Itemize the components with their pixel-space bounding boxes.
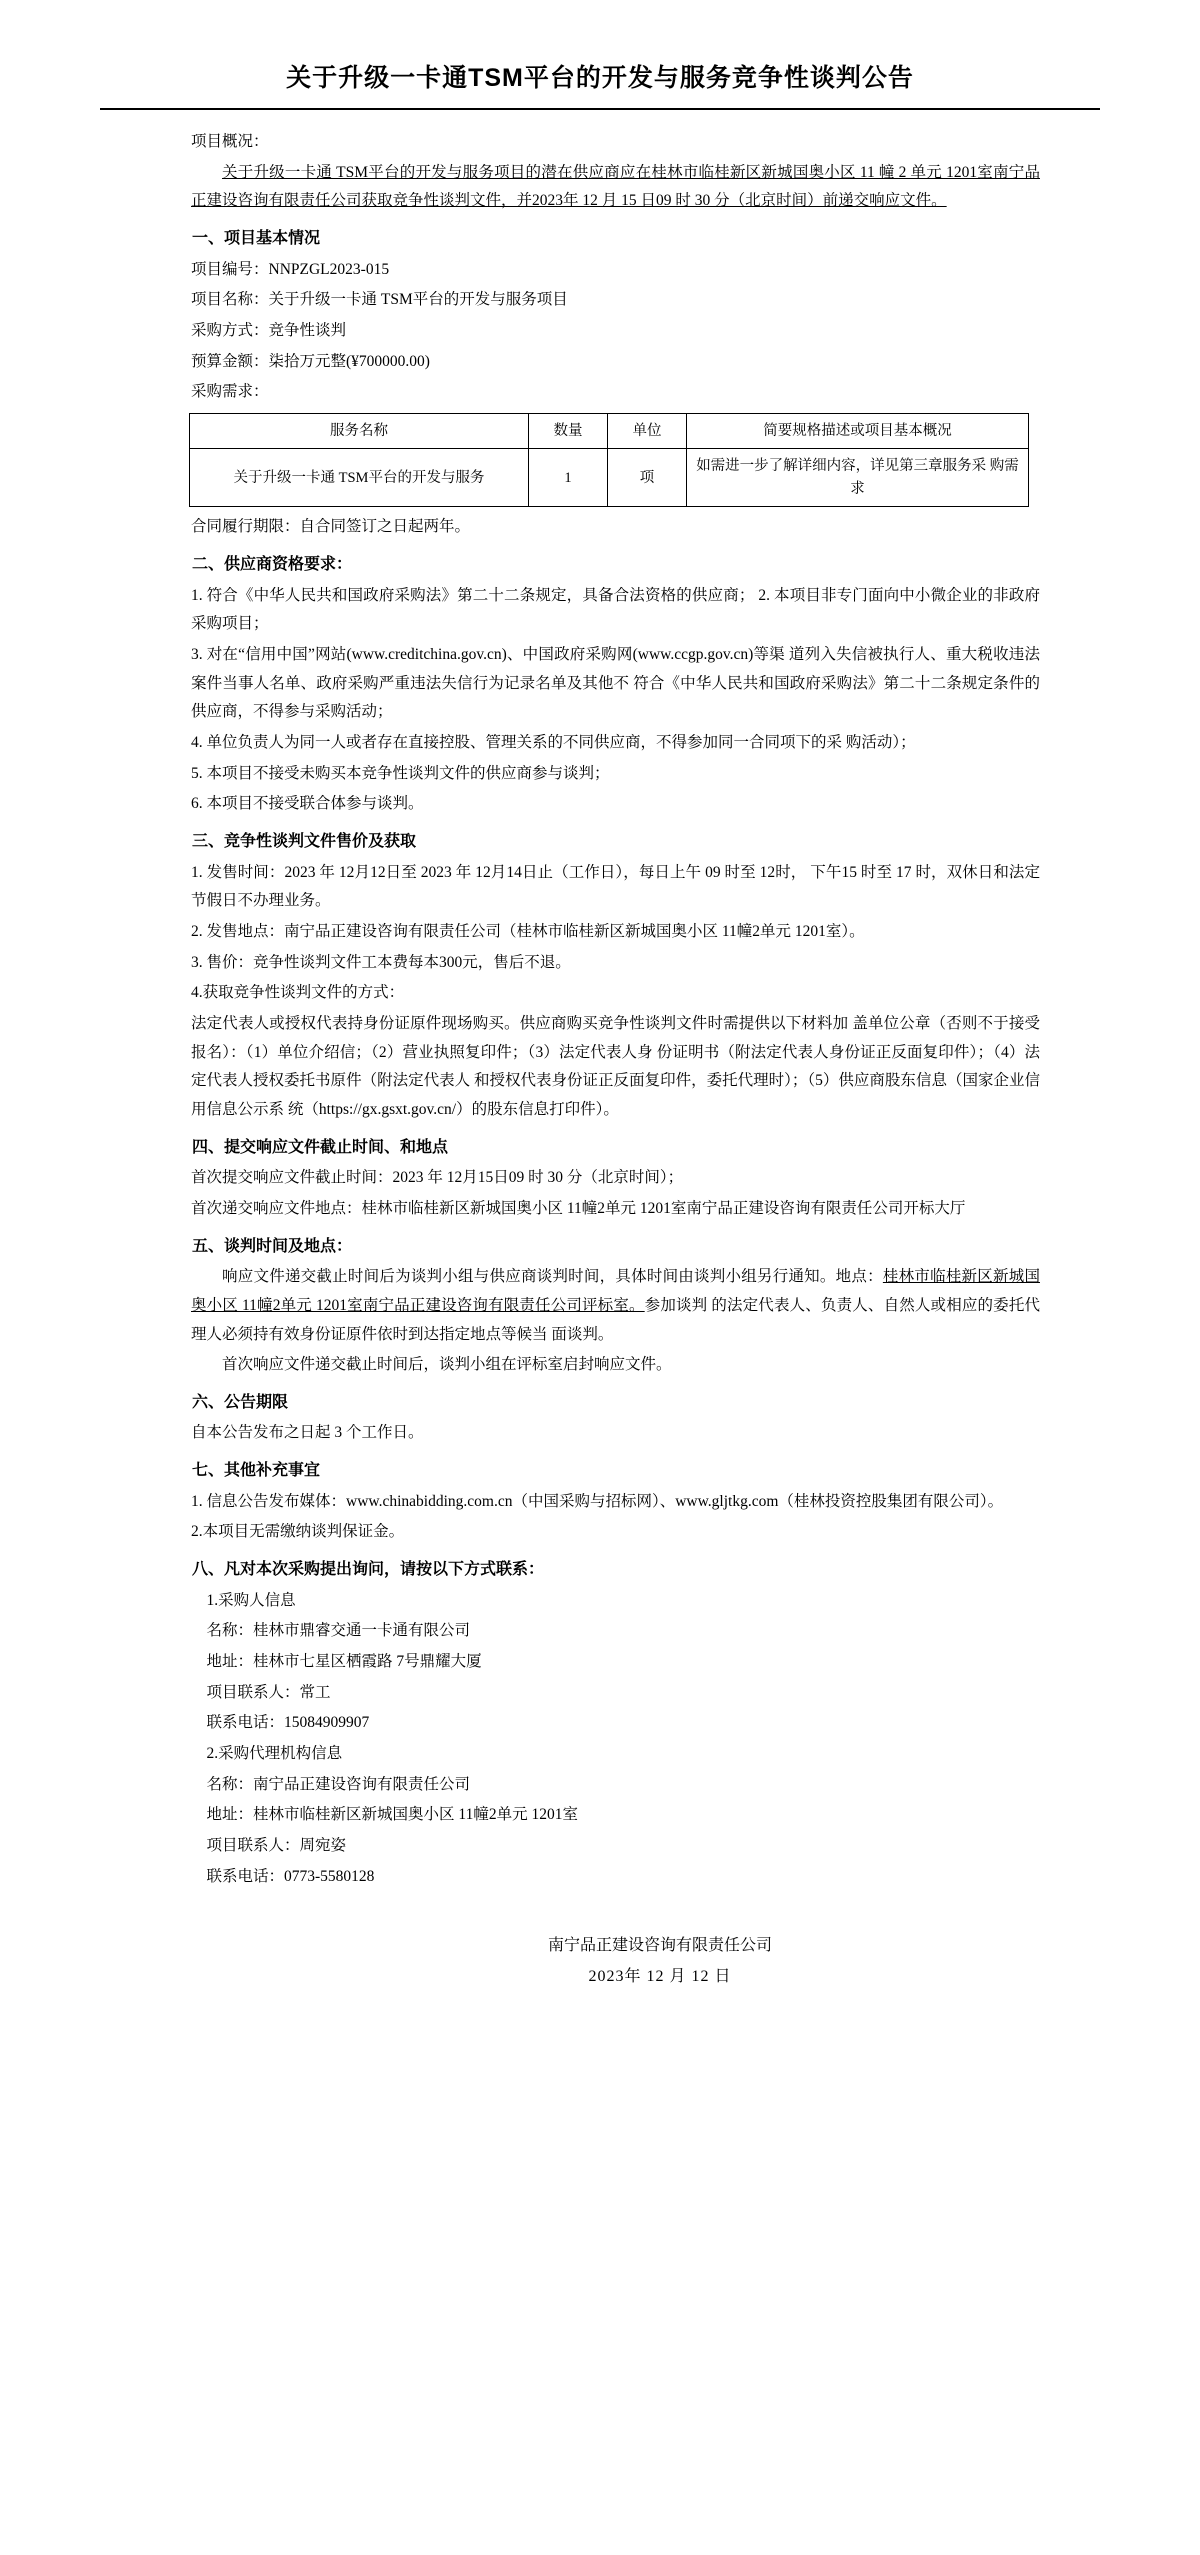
table-header-service-name: 服务名称 bbox=[190, 413, 529, 448]
agent-tel-label: 联系电话： bbox=[206, 1867, 285, 1885]
agent-address-value: 桂林市临桂新区新城国奥小区 11幢2单元 1201室 bbox=[253, 1806, 578, 1824]
buyer-contact-value: 常工 bbox=[299, 1683, 331, 1701]
response-location: 首次递交响应文件地点：桂林市临桂新区新城国奥小区 11幢2单元 1201室南宁品正建设咨询有限责任公司开标大厅 bbox=[191, 1199, 966, 1217]
agent-contact-row bbox=[160, 1832, 1040, 1861]
overview-block bbox=[160, 128, 1040, 216]
signature-block bbox=[160, 1931, 1040, 1992]
section-heading-6: 六、公告期限 bbox=[192, 1393, 289, 1411]
agent-tel-row bbox=[160, 1863, 1040, 1892]
agent-contact-value: 周宛姿 bbox=[299, 1837, 347, 1855]
supplier-requirement-item: 1. 符合《中华人民共和国政府采购法》第二十二条规定，具备合法资格的供应商； 2. 本项目非专门面向中小微企业的非政府采购项目； bbox=[191, 586, 1040, 633]
buyer-contact-label: 项目联系人： bbox=[206, 1683, 300, 1701]
negotiation-time-place bbox=[160, 1263, 1040, 1349]
table-row bbox=[190, 449, 1029, 507]
buyer-contact-row bbox=[160, 1679, 1040, 1708]
cell-unit: 项 bbox=[608, 449, 687, 507]
procurement-method-value: 竞争性谈判 bbox=[268, 321, 347, 339]
response-deadline: 首次提交响应文件截止时间：2023 年 12月15日09 时 30 分（北京时间）； bbox=[191, 1169, 684, 1187]
contract-period: 合同履行期限：自合同签订之日起两年。 bbox=[191, 518, 471, 536]
announcement-period: 自本公告发布之日起 3 个工作日。 bbox=[191, 1424, 424, 1442]
buyer-tel-row bbox=[160, 1709, 1040, 1738]
agent-tel-value: 0773-5580128 bbox=[284, 1867, 375, 1885]
doc-sale-place: 2. 发售地点：南宁品正建设咨询有限责任公司（桂林市临桂新区新城国奥小区 11幢2单元 1201室）。 bbox=[191, 922, 865, 940]
procurement-method-label: 采购方式： bbox=[191, 321, 269, 339]
project-name-label: 项目名称： bbox=[191, 291, 269, 309]
overview-text: 关于升级一卡通 TSM平台的开发与服务项目的潜在供应商应在桂林市临桂新区新城国奥小区 11 幢 2 单元 1201室南宁品正建设咨询有限责任公司获取竞争性谈判文件，并2023年 12 月 15 日09 时 30 分（北京时间）前递交响应文件。 bbox=[191, 163, 1040, 210]
negotiation-text-b: 参加谈判 的法定代表人、负责人、自然人或相应的委托代理人必须持有效身份证原件依时到达指定地点等候当 面谈判。 bbox=[191, 1296, 1040, 1343]
buyer-address-row bbox=[160, 1648, 1040, 1677]
negotiation-text-a: 响应文件递交截止时间后为谈判小组与供应商谈判时间，具体时间由谈判小组另行通知。地点： bbox=[222, 1268, 883, 1286]
agent-name-row bbox=[160, 1771, 1040, 1800]
project-no-value: NNPZGL2023-015 bbox=[268, 260, 390, 278]
buyer-name-row bbox=[160, 1617, 1040, 1646]
agent-address-row bbox=[160, 1801, 1040, 1830]
page-title: 关于升级一卡通TSM平台的开发与服务竞争性谈判公告 bbox=[286, 64, 914, 92]
media-info: 1. 信息公告发布媒体：www.chinabidding.com.cn（中国采购与招标网）、www.gljtkg.com（桂林投资控股集团有限公司）。 bbox=[191, 1492, 1004, 1510]
section-heading-5: 五、谈判时间及地点： bbox=[192, 1237, 353, 1255]
title-divider bbox=[100, 108, 1100, 110]
agent-address-label: 地址： bbox=[206, 1806, 254, 1824]
cell-quantity: 1 bbox=[529, 449, 608, 507]
section-heading-7: 七、其他补充事宜 bbox=[192, 1462, 321, 1480]
table-header-row bbox=[190, 413, 1029, 448]
agent-contact-label: 项目联系人： bbox=[206, 1837, 300, 1855]
deposit-info: 2.本项目无需缴纳谈判保证金。 bbox=[191, 1523, 405, 1541]
project-name-value: 关于升级一卡通 TSM平台的开发与服务项目 bbox=[268, 291, 568, 309]
cell-description: 如需进一步了解详细内容，详见第三章服务采 购需求 bbox=[687, 449, 1029, 507]
procurement-method-row bbox=[160, 317, 1040, 346]
section-heading-3: 三、竞争性谈判文件售价及获取 bbox=[192, 833, 417, 851]
supplier-requirement-item: 6. 本项目不接受联合体参与谈判。 bbox=[191, 795, 424, 813]
negotiation-open-note: 首次响应文件递交截止时间后，谈判小组在评标室启封响应文件。 bbox=[222, 1356, 672, 1374]
overview-label: 项目概况： bbox=[191, 133, 269, 150]
demand-label: 采购需求： bbox=[191, 383, 269, 401]
budget-label: 预算金额： bbox=[191, 352, 269, 370]
supplier-requirement-item: 4. 单位负责人为同一人或者存在直接控股、管理关系的不同供应商，不得参加同一合同项下的采 购活动）； bbox=[191, 734, 916, 751]
agent-name-label: 名称： bbox=[206, 1775, 254, 1793]
agent-head: 2.采购代理机构信息 bbox=[206, 1745, 343, 1763]
doc-acquire-body: 法定代表人或授权代表持身份证原件现场购买。供应商购买竞争性谈判文件时需提供以下材料加 盖单位公章（否则不于接受报名）：（1）单位介绍信；（2）营业执照复印件；（3）法定代表人身 份证明书（附法定代表人身份证正反面复印件）；（4）法定代表人授权委托书原件（附法定代表人 和授权代表身份证正反面复印件，委托代理时）；（5）供应商股东信息（国家企业信用信息公示系 统（https://gx.gsxt.gov.cn/）的股东信息打印件）。 bbox=[191, 1014, 1040, 1118]
doc-acquire-head: 4.获取竞争性谈判文件的方式： bbox=[191, 984, 405, 1002]
project-name-row bbox=[160, 286, 1040, 315]
section-heading-1: 一、项目基本情况 bbox=[192, 230, 321, 248]
buyer-name-value: 桂林市鼎睿交通一卡通有限公司 bbox=[253, 1622, 471, 1640]
doc-sale-time: 1. 发售时间：2023 年 12月12日至 2023 年 12月14日止（工作日），每日上午 09 时至 12时， 下午15 时至 17 时，双休日和法定节假日不办理业务。 bbox=[191, 863, 1040, 910]
buyer-tel-label: 联系电话： bbox=[206, 1714, 285, 1732]
section-heading-8: 八、凡对本次采购提出询问，请按以下方式联系： bbox=[192, 1561, 545, 1579]
cell-service-name: 关于升级一卡通 TSM平台的开发与服务 bbox=[190, 449, 529, 507]
buyer-head: 1.采购人信息 bbox=[206, 1591, 296, 1609]
requirement-table bbox=[189, 413, 1029, 507]
document-body bbox=[160, 128, 1040, 1992]
buyer-tel-value: 15084909907 bbox=[284, 1714, 370, 1732]
buyer-address-label: 地址： bbox=[206, 1653, 254, 1671]
doc-price: 3. 售价：竞争性谈判文件工本费每本300元，售后不退。 bbox=[191, 953, 571, 971]
buyer-name-label: 名称： bbox=[206, 1622, 254, 1640]
table-header-description: 简要规格描述或项目基本概况 bbox=[687, 413, 1029, 448]
section-heading-4: 四、提交响应文件截止时间、和地点 bbox=[192, 1138, 449, 1156]
signature-org: 南宁品正建设咨询有限责任公司 bbox=[547, 1937, 772, 1955]
supplier-requirement-item: 5. 本项目不接受未购买本竞争性谈判文件的供应商参与谈判； bbox=[191, 764, 610, 782]
project-no-label: 项目编号： bbox=[191, 260, 269, 278]
agent-name-value: 南宁品正建设咨询有限责任公司 bbox=[253, 1775, 471, 1793]
supplier-requirement-item: 3. 对在“信用中国”网站(www.creditchina.gov.cn)、中国政府采购网(www.ccgp.gov.cn)等渠 道列入失信被执行人、重大税收违法案件当事人名单、政府采购严重违法失信行为记录名单及其他不 符合《中华人民共和国政府采购法》第二十二条规定条件的供应商，不得参与采购活动； bbox=[191, 645, 1040, 721]
buyer-address-value: 桂林市七星区栖霞路 7号鼎耀大厦 bbox=[253, 1653, 482, 1671]
negotiation-text-underlined: 桂林市临桂新区新城国奥小区 11幢2单元 1201室南宁品正建设咨询有限责任公司评标室。 bbox=[191, 1268, 1040, 1314]
section-heading-2: 二、供应商资格要求： bbox=[192, 556, 353, 574]
table-header-quantity: 数量 bbox=[529, 413, 608, 448]
project-no-row bbox=[160, 256, 1040, 285]
budget-value: 柒拾万元整(¥700000.00) bbox=[268, 352, 430, 370]
signature-date: 2023年 12 月 12 日 bbox=[588, 1967, 732, 1985]
table-header-unit: 单位 bbox=[608, 413, 687, 448]
budget-row bbox=[160, 348, 1040, 377]
